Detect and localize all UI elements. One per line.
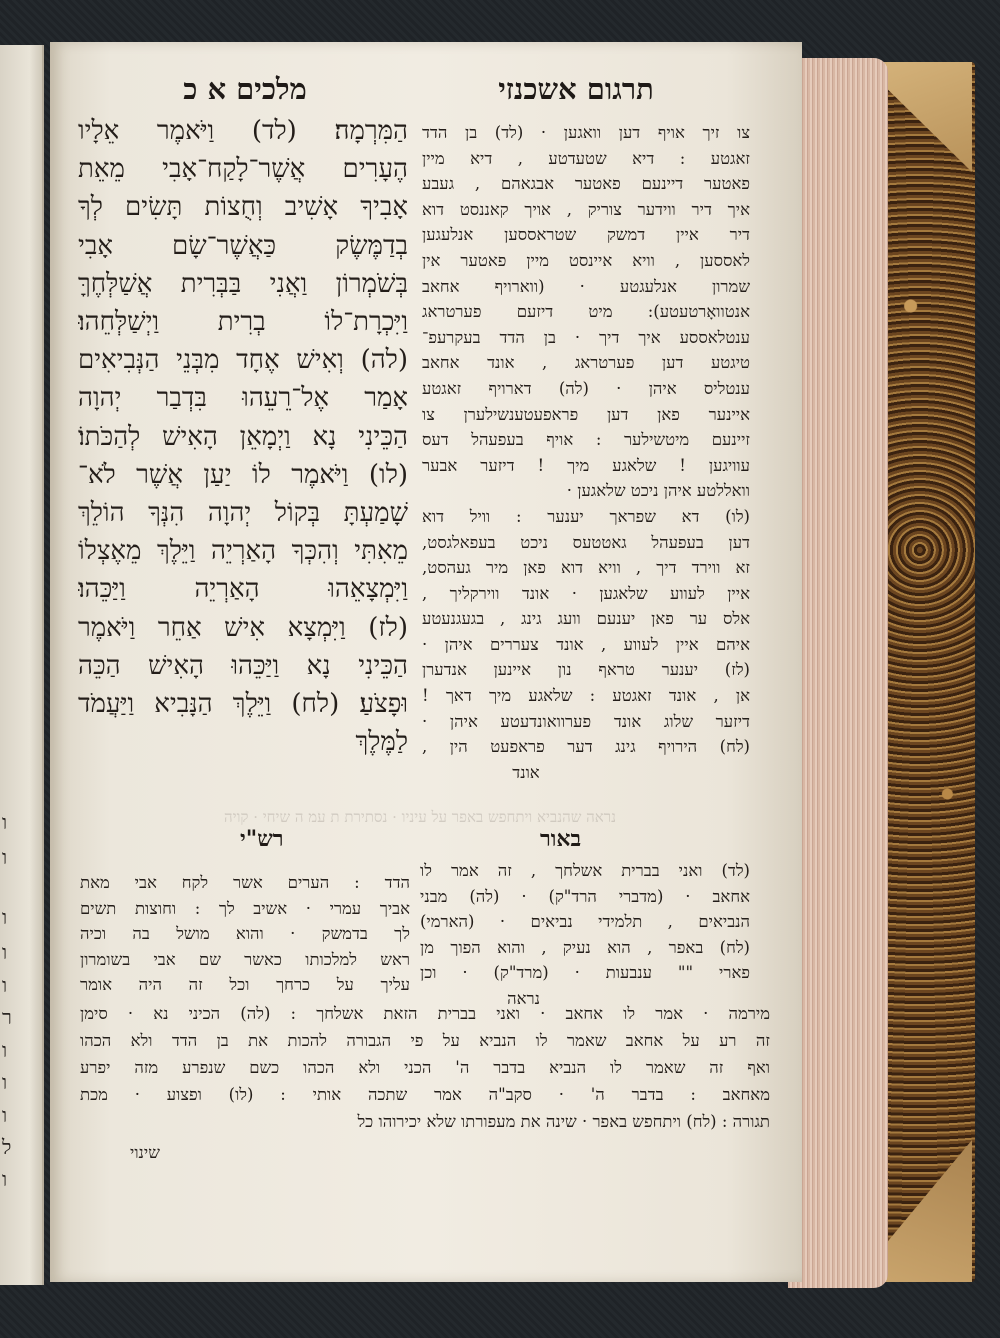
translation-line: לאססען , וויא איינסט מיין פאטער אין xyxy=(422,250,750,270)
commentary-line: מירמה · אמר לו אחאב · ואני בברית הזאת אשלחך : (לה) הכיני נא · סימן xyxy=(80,1004,770,1023)
commentary-line: עליך על כרחך וכל זה היה אומר xyxy=(80,975,410,995)
translation-line: זיינעם מיטשילער : אויף בעפעהל דעס xyxy=(422,430,750,450)
commentary-line: (לד) ואני בברית אשלחך , זה אמר לו xyxy=(420,861,750,880)
commentary-line: (לח) באפר , הוא נעיק , והוא הפוך מן xyxy=(420,937,750,957)
text-line: בְדַמֶּשֶׂק כַּאֲשֶׁר־שָׂם אָבִי xyxy=(78,230,408,261)
text-line: שָׁמַעְתָּ בְּקוֹל יְהוָה הִנְּךָ הוֹלֵךְ xyxy=(78,498,408,529)
left-page-fragment: ו xyxy=(2,810,8,834)
bleed-through-text: נראה שהנביא ויתחפש באפר על עיניו · נסתירת ת עמ ה שיחי · קויה xyxy=(224,808,616,826)
left-page-fragment: ו xyxy=(2,1038,8,1062)
text-line: אָמַר אֶל־רֵעֵהוּ בִּדְבַר יְהוָה xyxy=(78,383,408,414)
translation-line: צו זיך אויף דען וואגען · (לד) בן הדד xyxy=(422,123,750,142)
text-line: וַיִּמְצָאֵהוּ הָאַרְיֵה וַיַּכֵּהוּ׃ xyxy=(78,574,408,605)
translation-line: (לז) יענער טראף נון איינען אנדערן xyxy=(422,660,750,680)
translation-line: וואללטע איהן ניכט שלאגען · xyxy=(566,481,750,501)
translation-line: איין לעווע שלאגען · אונד ווירקליך , xyxy=(422,583,750,603)
translation-line: איך דיר ווידער צוריק , אויך קאננסט דוא xyxy=(422,199,750,219)
text-line: (לז) וַיִּמְצָא אִישׁ אַחֵר וַיֹּאמֶר xyxy=(78,612,408,643)
page-fore-edge xyxy=(788,58,888,1288)
translation-line: אונד xyxy=(512,762,540,782)
translation-line: טיגטע דען פערטראג , אונד אחאב xyxy=(422,353,750,373)
left-page-edge xyxy=(0,45,44,1285)
biblical-text-column xyxy=(78,112,408,761)
translation-line: ענטליס איהן · (לה) דארויף זאגטע xyxy=(422,378,750,398)
text-line: בְּשֹׁמְרוֹן וַאֲנִי בַּבְּרִית אֲשַׁלְּחֶךָּ xyxy=(78,268,408,299)
left-page-fragment: ו xyxy=(2,1167,8,1191)
translation-line: אנטוואָרטעטע): מיט דיזעם פערטראג xyxy=(422,302,750,322)
translation-column xyxy=(422,120,750,785)
translation-line: איהם איין לעווע , אונד צעררים איהן · xyxy=(422,634,750,654)
commentary-line: אביך עמרי · אשיב לך : וחוצות תשים xyxy=(80,898,410,918)
rashi-commentary xyxy=(80,870,410,998)
text-line: הַכֵּינִי נָא וַיַּכֵּהוּ הָאִישׁ הַכֵּה xyxy=(78,650,408,681)
left-page-fragment: ו xyxy=(2,940,8,964)
text-line: אָבִיךָ אָשִׁיב וְחֻצוֹת תָּשִׂים לְךָ xyxy=(78,192,408,223)
left-page-fragment: ו xyxy=(2,845,8,869)
commentary-line: מאחאב : בדבר ה' · סקב"ה אמר שתכה אותי : (לו) ופצוע · מכת xyxy=(80,1085,770,1104)
marbled-cover-board xyxy=(880,62,975,1282)
commentary-line: תגורה : (לח) ויתחפש באפר · שינה את מעפורתו שלא יכירוהו כל xyxy=(357,1112,770,1131)
commentary-line: זה רע על אחאב שאמר לו הנביא על פי הגבורה להכות את בן הדד ולא הכהו xyxy=(80,1031,770,1050)
text-line: הַמִּרְמָה׃ (לד) וַיֹּאמֶר אֵלָיו xyxy=(78,116,408,146)
commentary-line: נראה xyxy=(507,988,540,1008)
translation-line: איינער פאן דען פראפעטענשילערן צו xyxy=(422,404,750,424)
biur-commentary xyxy=(420,858,750,1012)
translation-line: ענטלאססע איך דיך · בן הדד בעקרעפ־ xyxy=(422,327,750,347)
rashi-heading: רש"י xyxy=(240,826,284,852)
commentary-line: הנביאים , תלמידי נביאים · (הארמי) xyxy=(420,912,750,932)
commentary-line: פארי "" ענבעות · (מרד"ק) · וכן xyxy=(420,963,750,983)
commentary-line: אחאב · (מדברי הרד"ק) · (לה) מבני xyxy=(420,886,750,906)
left-page-fragment: ו xyxy=(2,1103,8,1127)
left-page-fragment: ו xyxy=(2,1070,8,1094)
text-line: הֶעָרִים אֲשֶׁר־לָקַח־אָבִי מֵאֵת xyxy=(78,154,408,185)
commentary-line: לך בדמשק · והוא מושל בה וכיה xyxy=(80,924,410,944)
translation-line: (לו) דא שפראך יענער : וויל דוא xyxy=(422,506,750,526)
left-page-fragment: ל xyxy=(2,1135,12,1159)
translation-line: שמרון אנלעגטע · (ווארויף אחאב xyxy=(422,276,750,296)
text-line: לַמֶּלֶךְ xyxy=(355,727,408,758)
commentary-line: ראש למלכותו כאשר שם אבי בשומרון xyxy=(80,949,410,969)
commentary-line: ואף זה שאמר לו הנביא בדבר ה' הכני ולא הכהו כשם שנפרע מזה יפרע xyxy=(80,1058,770,1077)
translation-line: זא ווירד דיך , וויא דוא פאן מיר געהסט, xyxy=(422,558,750,578)
running-header-book: מלכים א כ xyxy=(183,72,307,106)
translation-line: פאטער דיינעם פאטער אבגאהם , געבע xyxy=(422,174,750,194)
text-line: (לו) וַיֹּאמֶר לוֹ יַעַן אֲשֶׁר לֹא־ xyxy=(78,459,408,490)
catchword: שינוי xyxy=(130,1143,160,1162)
text-line: וַיִּכְרָת־לוֹ בְרִית וַיְשַׁלְּחֵהוּ׃ xyxy=(78,307,408,338)
text-line: וּפָצֹעַ׃ (לח) וַיֵּלֶךְ הַנָּבִיא וַיַּעֲמֹד xyxy=(78,689,408,720)
rashi-continuation xyxy=(80,1000,770,1135)
translation-line: דיזער שלוג אונד פערוואונדעטע איהן · xyxy=(422,711,750,731)
translation-line: עוויגען ! שלאגע מיך ! דיזער אבער xyxy=(422,455,750,475)
text-line: (לה) וְאִישׁ אֶחָד מִבְּנֵי הַנְּבִיאִים xyxy=(78,345,408,376)
translation-line: זאגטע : דיא שטעדטע , דיא מיין xyxy=(422,148,750,168)
translation-line: (לח) הירויף גינג דער פראפעט הין , xyxy=(422,737,750,757)
left-page-fragment: ר xyxy=(2,1005,12,1029)
translation-line: אן , אונד זאגטע : שלאגע מיך דאך ! xyxy=(422,686,750,706)
running-header-targum: תרגום אשכנזי xyxy=(498,72,654,106)
left-page-fragment: ו xyxy=(2,905,8,929)
text-line: הַכֵּינִי נָא וַיְמָאֵן הָאִישׁ לְהַכֹּתוֹ׃ xyxy=(78,421,408,452)
translation-line: דען בעפעהל גאטטעס ניכט בעפאלגסט, xyxy=(422,532,750,552)
translation-line: אלס ער פאן יענעם וועג גינג , בגעגנעטע xyxy=(422,609,750,629)
left-page-fragment: ו xyxy=(2,973,8,997)
commentary-line: הדד : הערים אשר לקח אבי מאת xyxy=(80,873,410,892)
biur-heading: באור xyxy=(540,826,582,852)
text-line: מֵאִתִּי וְהִכְּךָ הָאַרְיֵה וַיֵּלֶךְ מֵאֶצְלוֹ xyxy=(78,536,408,567)
translation-line: דיר איין דמשק שטראססען אנלעגען xyxy=(422,225,750,245)
